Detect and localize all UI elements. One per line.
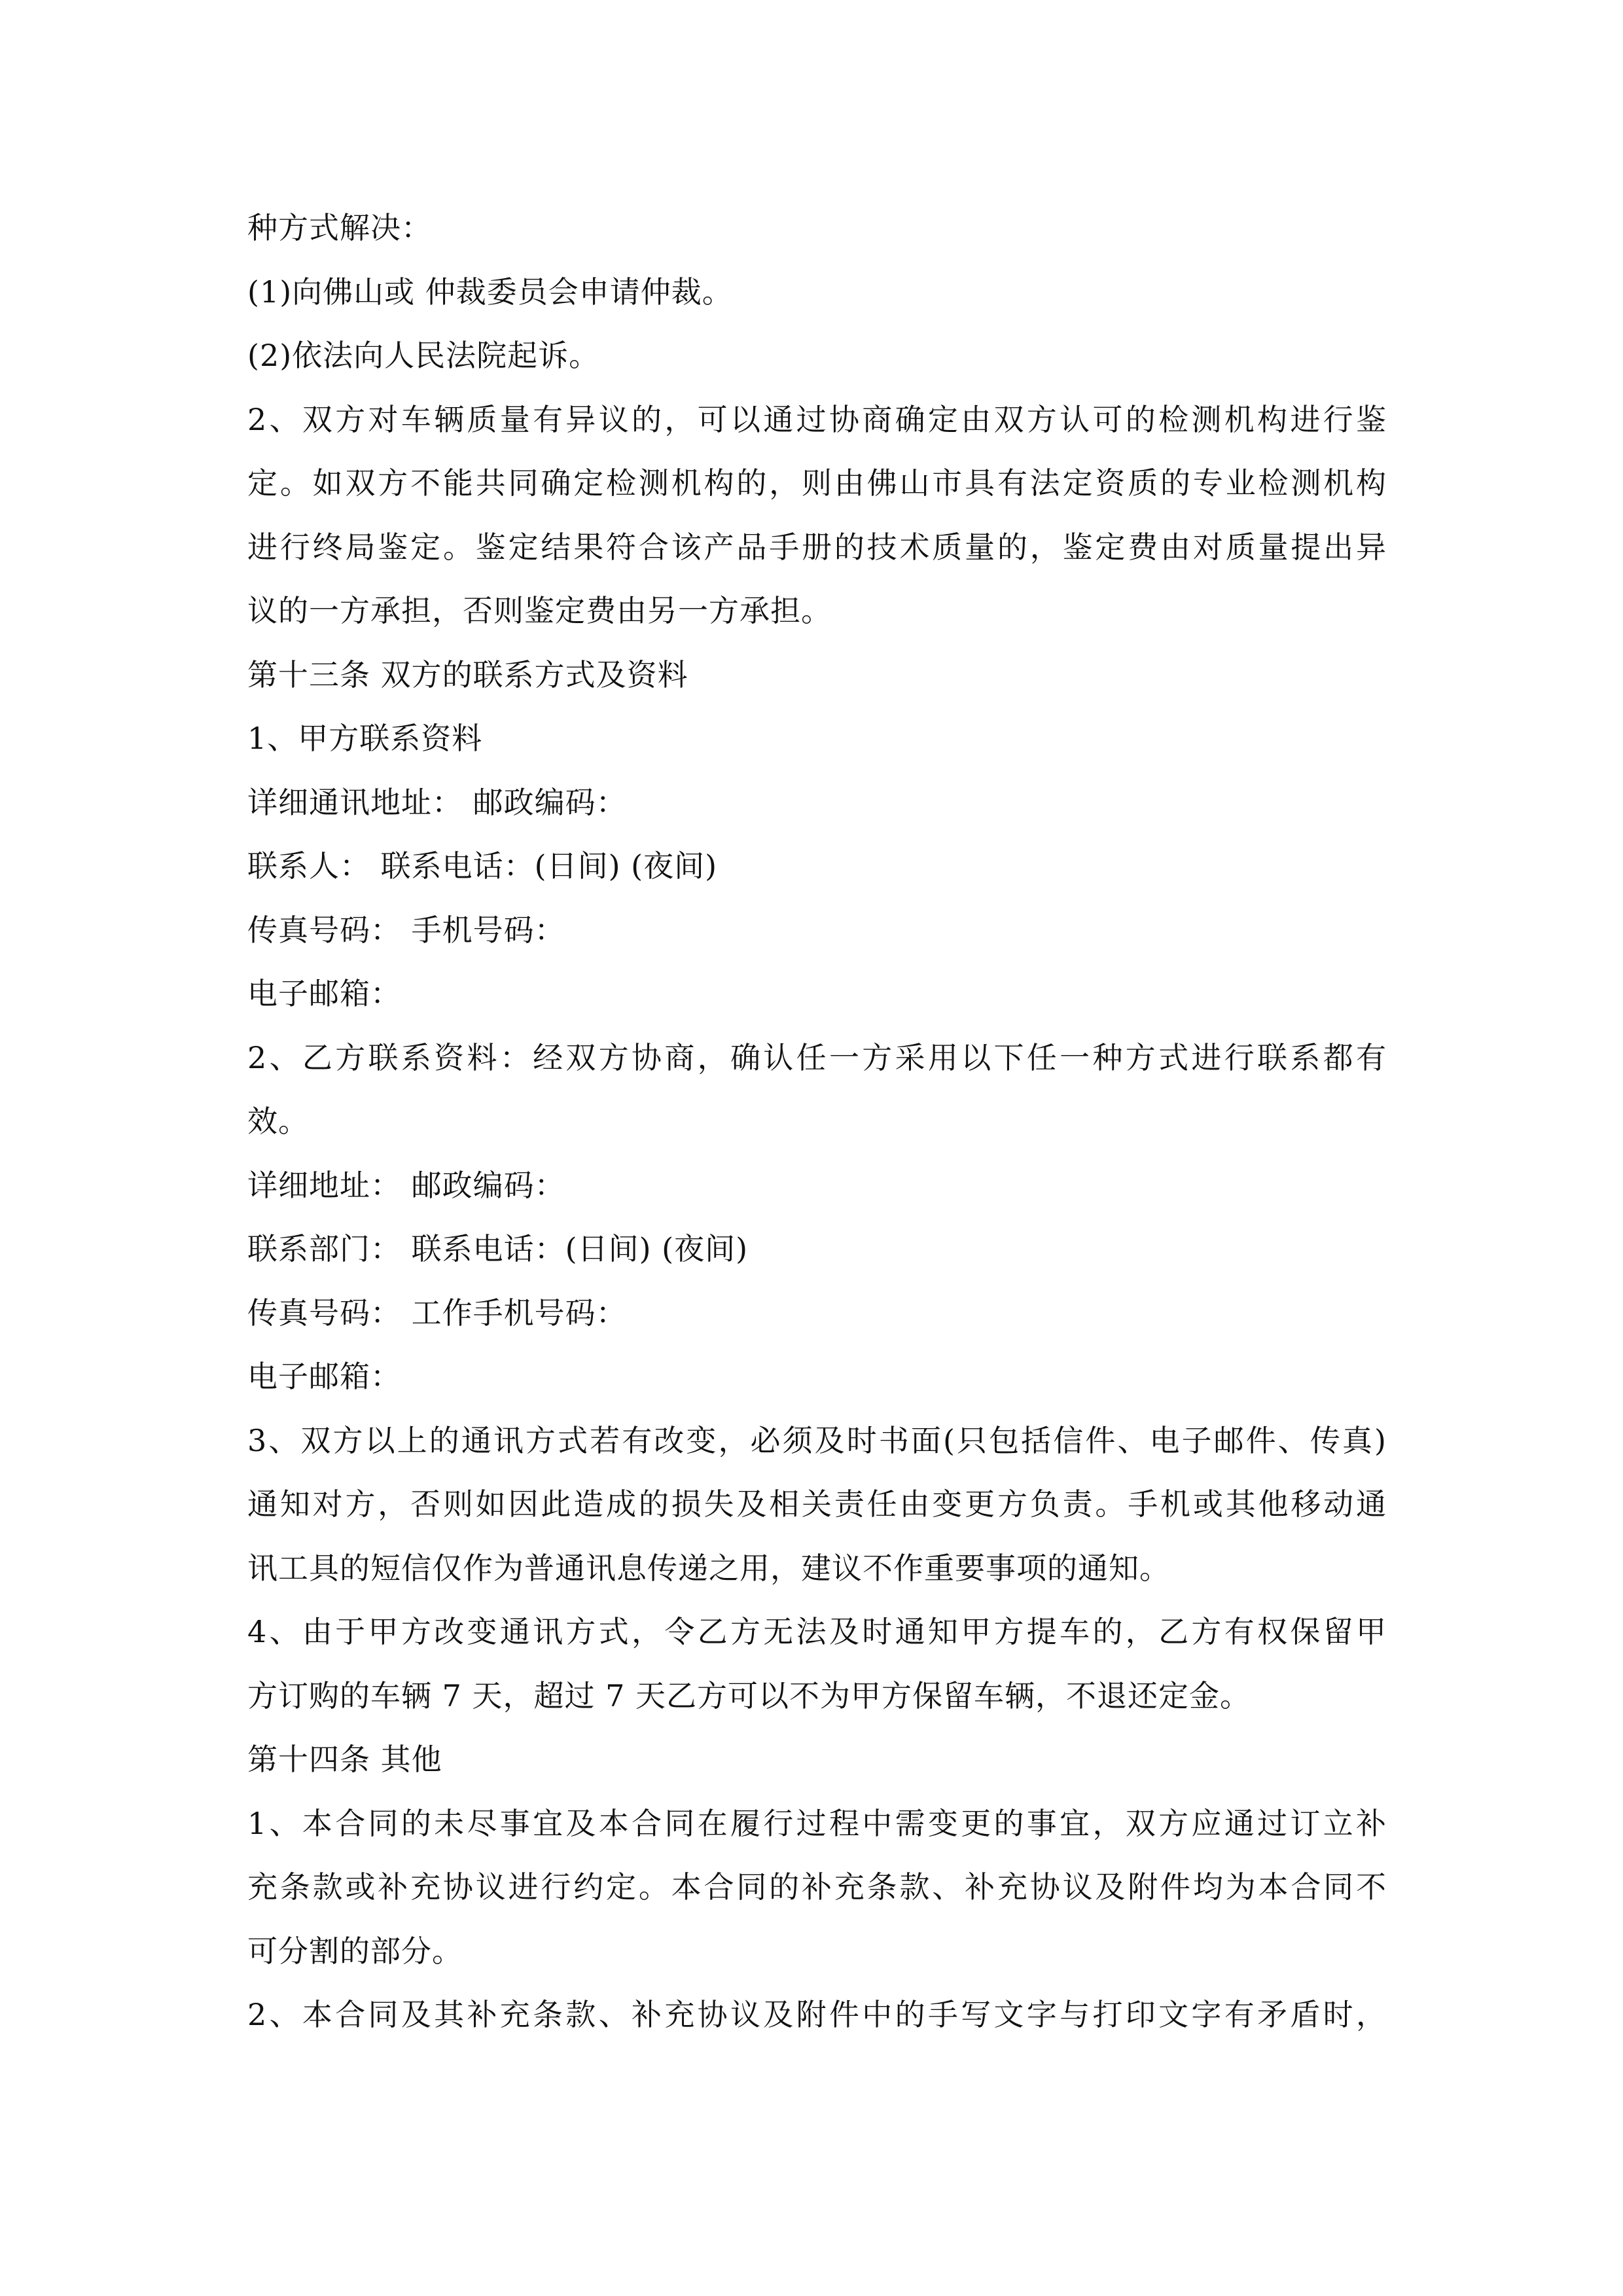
text-line: 2、双方对车辆质量有异议的，可以通过协商确定由双方认可的检测机构进行鉴	[247, 401, 1386, 437]
text-line: 讯工具的短信仅作为普通讯息传递之用，建议不作重要事项的通知。	[247, 1550, 1170, 1586]
text-line: 第十三条 双方的联系方式及资料	[247, 656, 688, 692]
document-body	[247, 196, 1386, 2047]
text-line: 电子邮箱：	[247, 976, 401, 1011]
text-line: 第十四条 其他	[247, 1742, 442, 1777]
text-line: 1、甲方联系资料	[247, 721, 483, 756]
text-line: 通知对方，否则如因此造成的损失及相关责任由变更方负责。手机或其他移动通	[247, 1486, 1386, 1522]
text-line: 议的一方承担，否则鉴定费由另一方承担。	[247, 593, 832, 628]
text-line: 联系部门： 联系电话：(日间) (夜间)	[247, 1231, 749, 1266]
text-line: 2、本合同及其补充条款、补充协议及附件中的手写文字与打印文字有矛盾时，	[247, 1997, 1386, 2032]
text-line: 进行终局鉴定。鉴定结果符合该产品手册的技术质量的，鉴定费由对质量提出异	[247, 529, 1386, 565]
text-line: 3、双方以上的通讯方式若有改变，必须及时书面(只包括信件、电子邮件、传真)	[247, 1422, 1386, 1458]
text-line: 联系人： 联系电话：(日间) (夜间)	[247, 848, 718, 884]
text-line: 传真号码： 工作手机号码：	[247, 1295, 627, 1331]
text-line: 4、由于甲方改变通讯方式，令乙方无法及时通知甲方提车的，乙方有权保留甲	[247, 1614, 1386, 1649]
text-line: 方订购的车辆 7 天，超过 7 天乙方可以不为甲方保留车辆，不退还定金。	[247, 1677, 1251, 1713]
text-line: 电子邮箱：	[247, 1359, 401, 1394]
text-line: 效。	[247, 1103, 309, 1139]
text-line: 传真号码： 手机号码：	[247, 912, 565, 948]
text-line: 定。如双方不能共同确定检测机构的，则由佛山市具有法定资质的专业检测机构	[247, 465, 1386, 501]
text-line: 种方式解决：	[247, 210, 432, 245]
text-line: (2)依法向人民法院起诉。	[247, 338, 600, 373]
text-line: 详细通讯地址： 邮政编码：	[247, 784, 627, 820]
text-line: 详细地址： 邮政编码：	[247, 1167, 565, 1203]
text-line: 充条款或补充协议进行约定。本合同的补充条款、补充协议及附件均为本合同不	[247, 1869, 1386, 1905]
text-line: (1)向佛山或 仲裁委员会申请仲裁。	[247, 274, 733, 310]
text-line: 1、本合同的未尽事宜及本合同在履行过程中需变更的事宜，双方应通过订立补	[247, 1805, 1386, 1841]
text-line: 可分割的部分。	[247, 1933, 463, 1969]
text-line: 2、乙方联系资料：经双方协商，确认任一方采用以下任一种方式进行联系都有	[247, 1039, 1386, 1075]
